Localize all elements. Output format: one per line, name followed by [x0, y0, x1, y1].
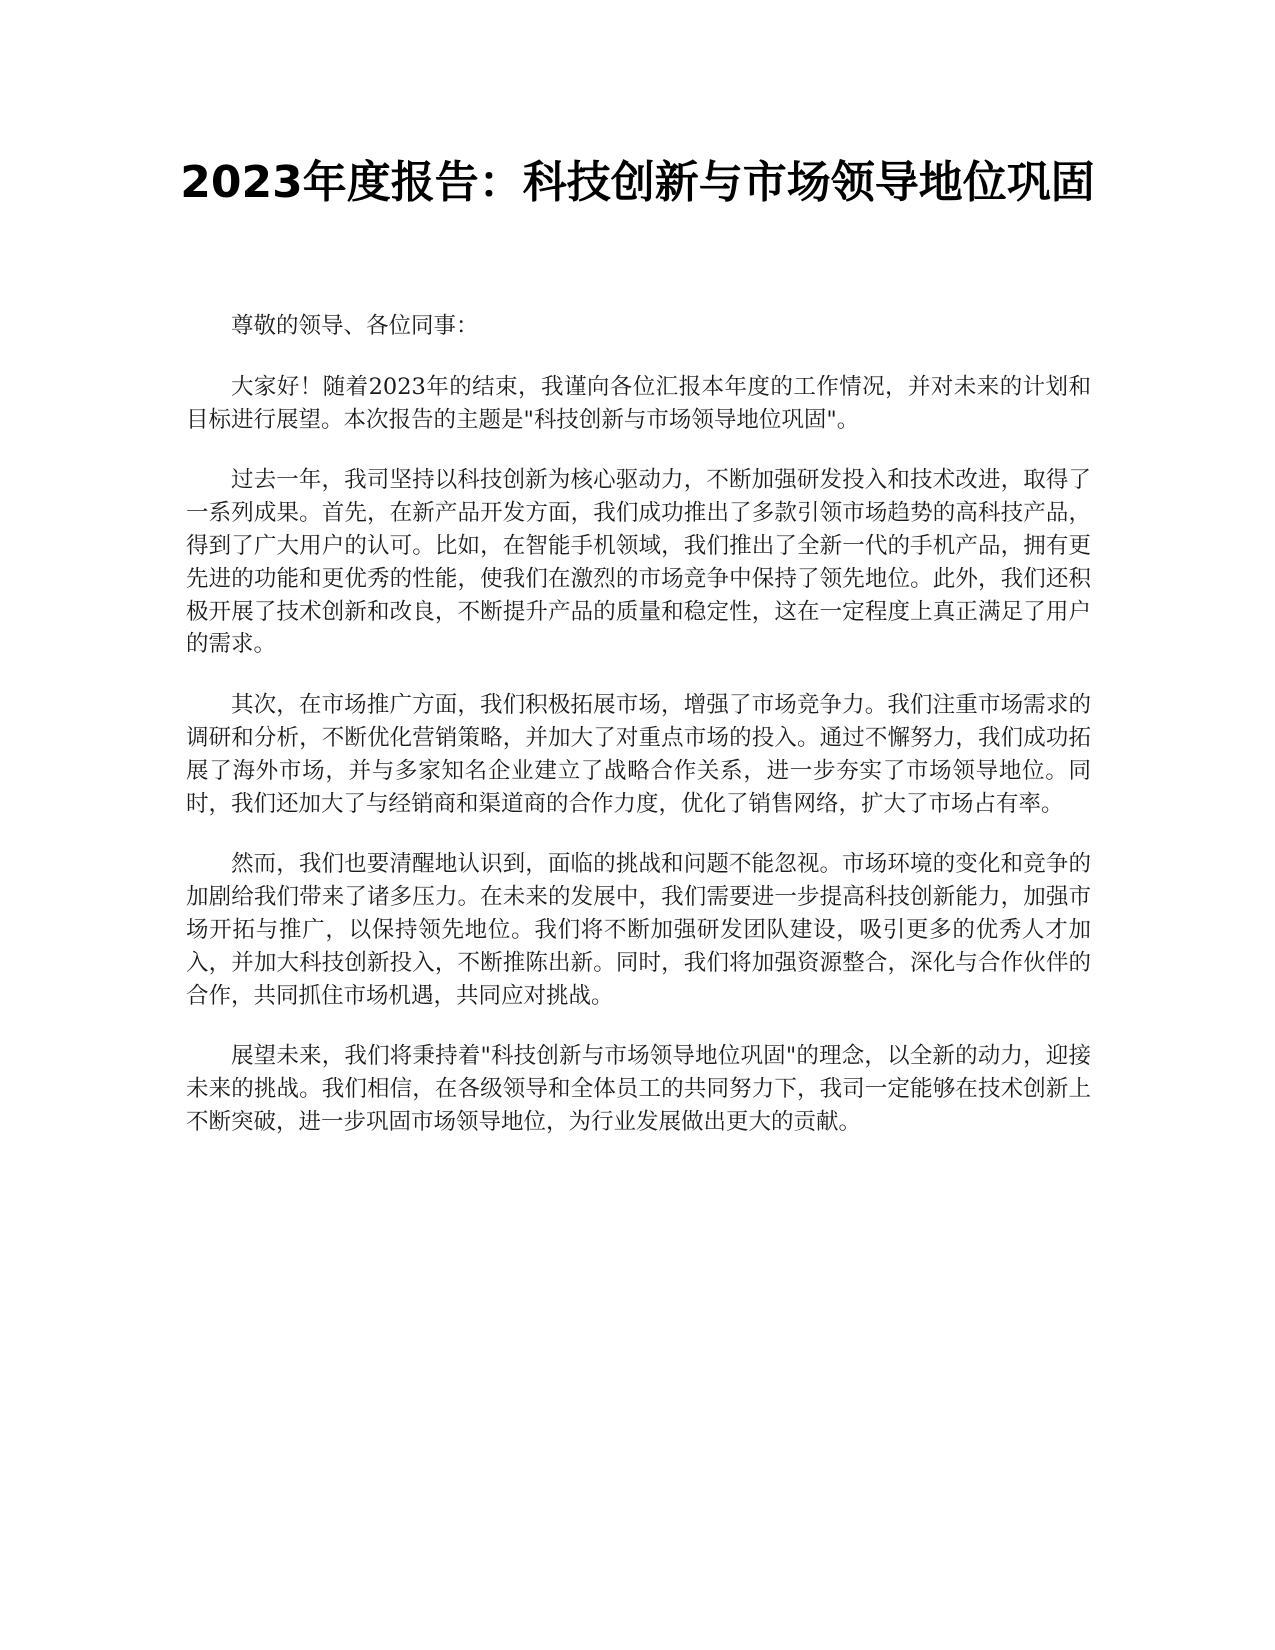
paragraph-opening: 大家好！随着2023年的结束，我谨向各位汇报本年度的工作情况，并对未来的计划和目标进行展望。本次报告的主题是"科技创新与市场领导地位巩固"。 — [186, 373, 1091, 433]
document-body — [186, 310, 1091, 1167]
document-title: 2023年度报告：科技创新与市场领导地位巩固 — [180, 157, 1095, 208]
paragraph-market-expansion: 其次，在市场推广方面，我们积极拓展市场，增强了市场竞争力。我们注重市场需求的调研和分析，不断优化营销策略，并加大了对重点市场的投入。通过不懈努力，我们成功拓展了海外市场，并与多家知名企业建立了战略合作关系，进一步夯实了市场领导地位。同时，我们还加大了与经销商和渠道商的合作力度，优化了销售网络，扩大了市场占有率。 — [186, 692, 1091, 817]
paragraph-achievements: 过去一年，我司坚持以科技创新为核心驱动力，不断加强研发投入和技术改进，取得了一系列成果。首先，在新产品开发方面，我们成功推出了多款引领市场趋势的高科技产品，得到了广大用户的认可。比如，在智能手机领域，我们推出了全新一代的手机产品，拥有更先进的功能和更优秀的性能，使我们在激烈的市场竞争中保持了领先地位。此外，我们还积极开展了技术创新和改良，不断提升产品的质量和稳定性，这在一定程度上真正满足了用户的需求。 — [186, 467, 1091, 658]
salutation: 尊敬的领导、各位同事： — [231, 313, 479, 339]
paragraph-challenges: 然而，我们也要清醒地认识到，面临的挑战和问题不能忽视。市场环境的变化和竞争的加剧给我们带来了诸多压力。在未来的发展中，我们需要进一步提高科技创新能力，加强市场开拓与推广，以保持领先地位。我们将不断加强研发团队建设，吸引更多的优秀人才加入，并加大科技创新投入，不断推陈出新。同时，我们将加强资源整合，深化与合作伙伴的合作，共同抓住市场机遇，共同应对挑战。 — [186, 851, 1091, 1009]
paragraph-outlook: 展望未来，我们将秉持着"科技创新与市场领导地位巩固"的理念，以全新的动力，迎接未来的挑战。我们相信，在各级领导和全体员工的共同努力下，我司一定能够在技术创新上不断突破，进一步巩固市场领导地位，为行业发展做出更大的贡献。 — [186, 1043, 1091, 1135]
